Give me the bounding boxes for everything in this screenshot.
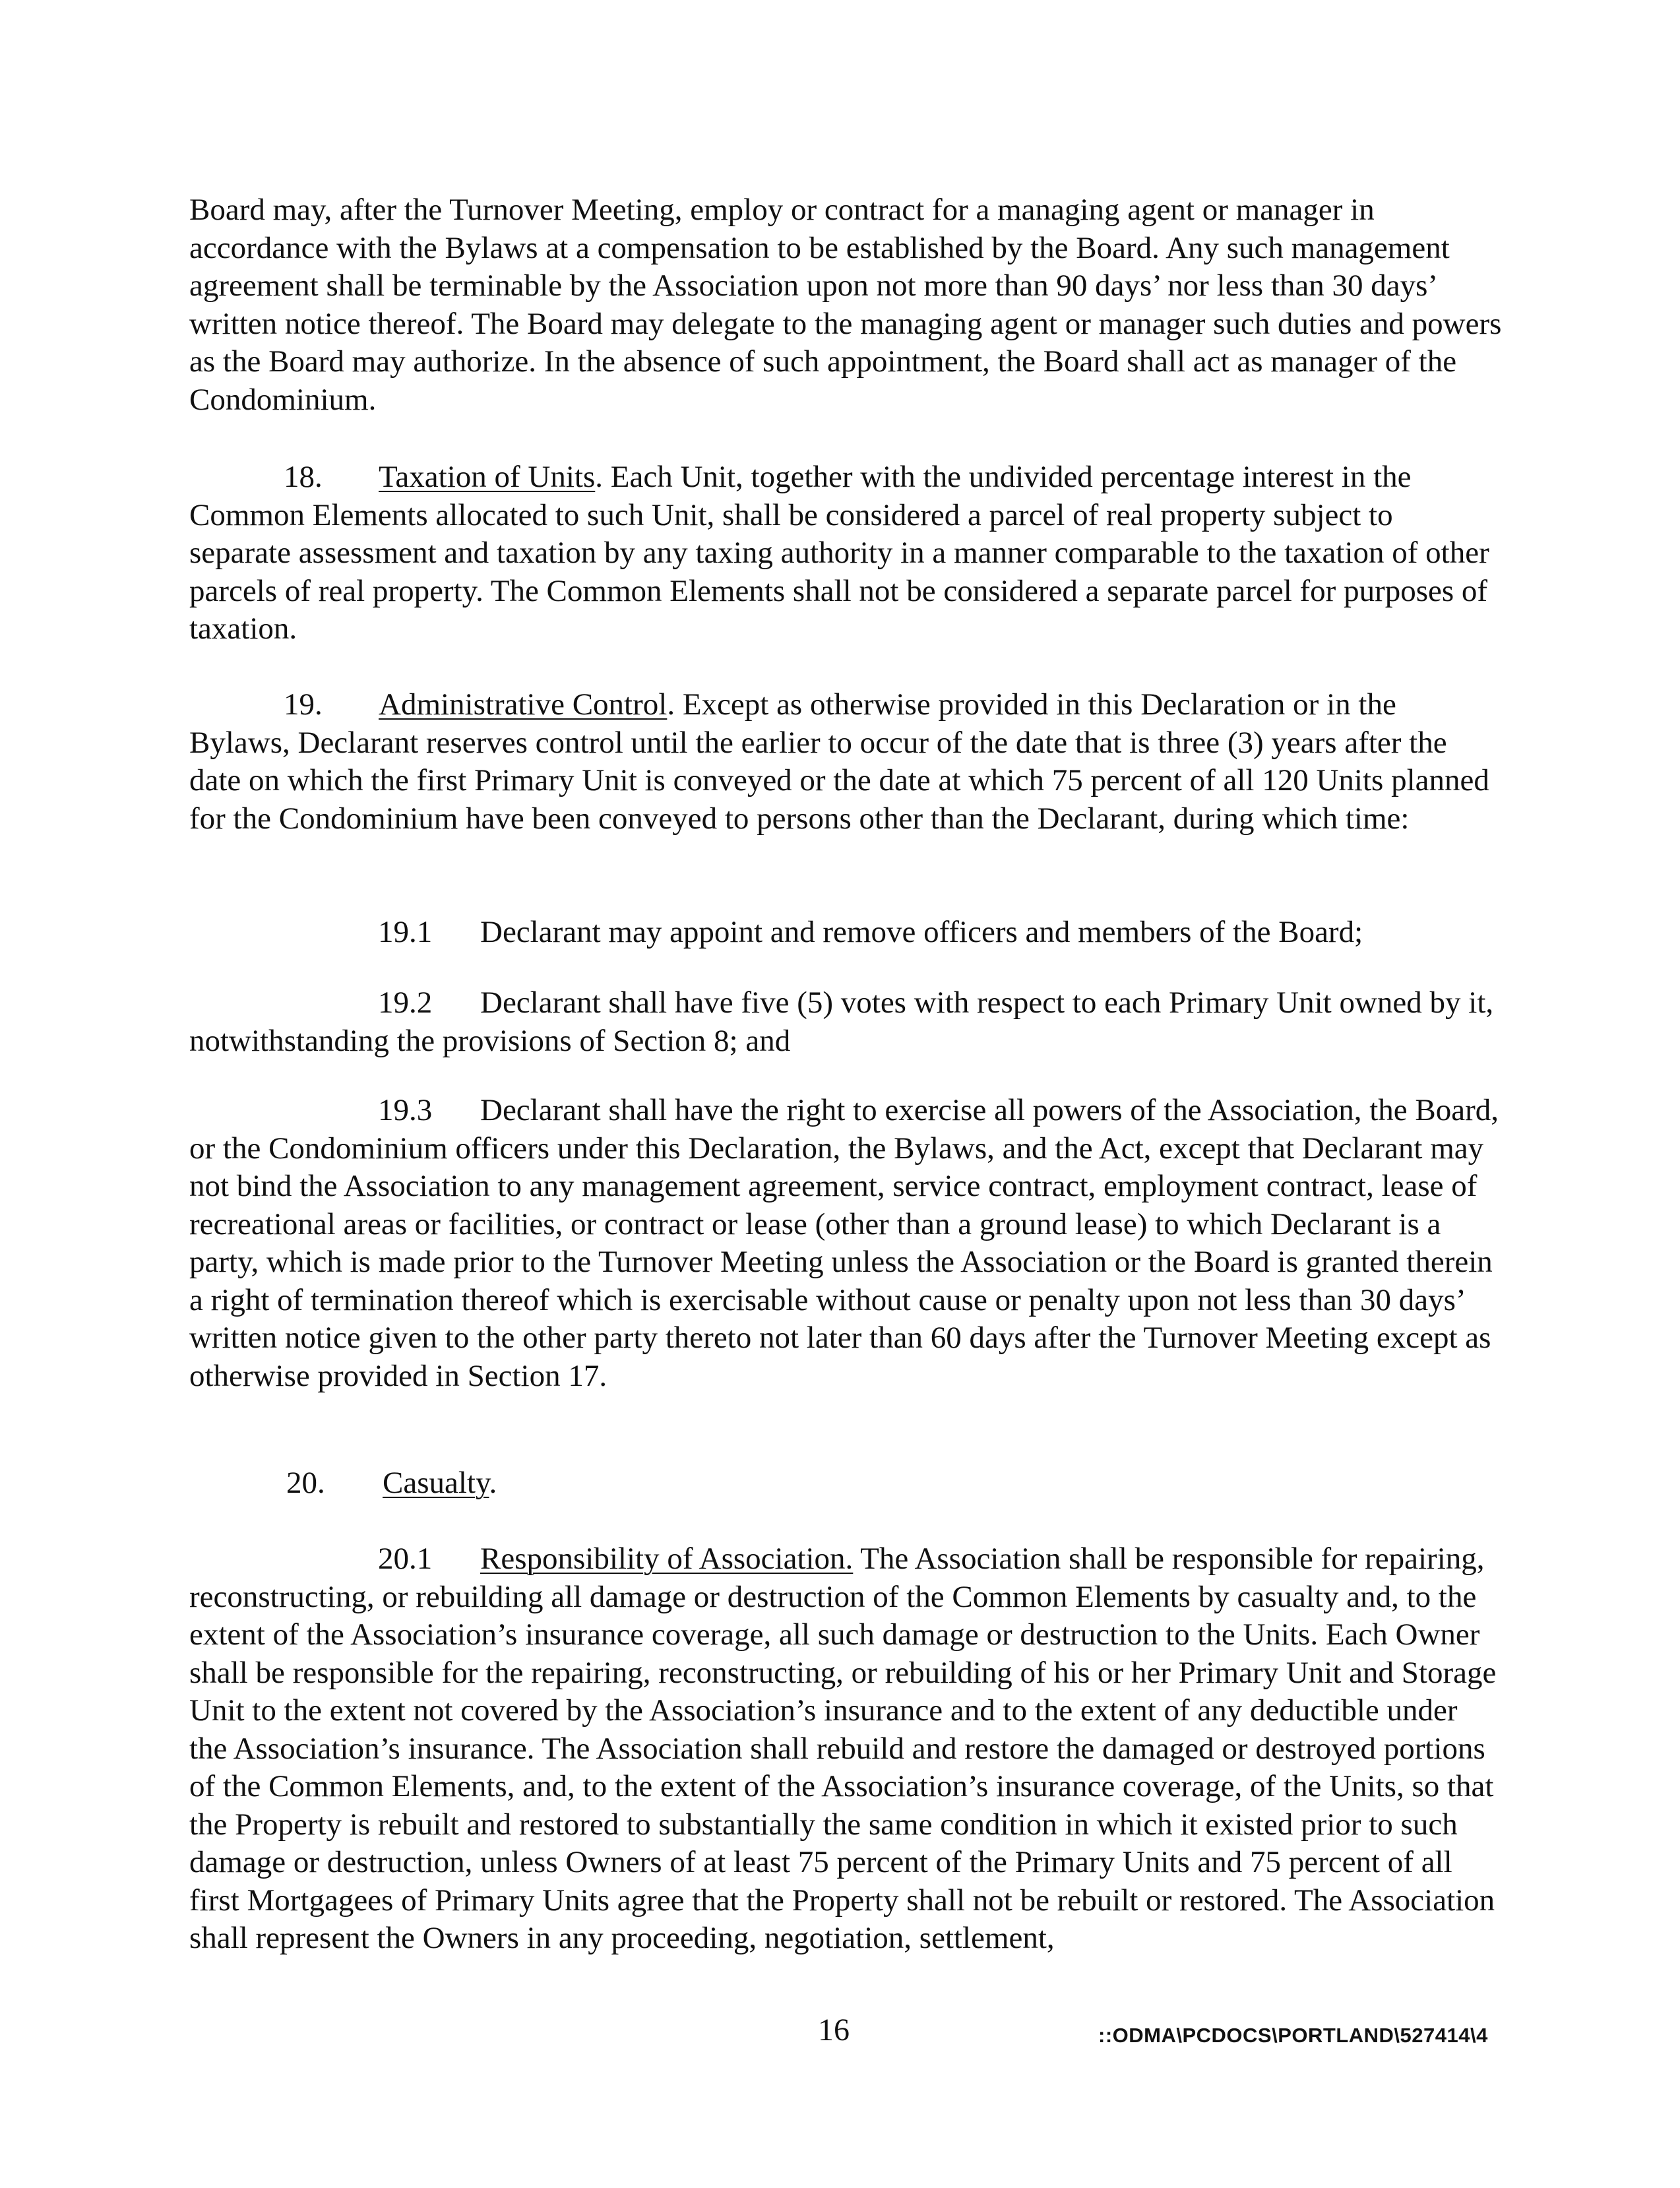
section-20-heading: Casualty xyxy=(383,1466,489,1500)
section-19-3 xyxy=(189,1092,1502,1395)
section-20-number: 20. xyxy=(286,1466,325,1500)
section-19 xyxy=(189,686,1502,838)
paragraph-intro xyxy=(189,191,1502,419)
section-19-1-number: 19.1 xyxy=(378,915,433,949)
section-20-1 xyxy=(189,1540,1502,1958)
section-20 xyxy=(189,1464,1502,1503)
section-19-1-body: Declarant may appoint and remove officers and members of the Board; xyxy=(480,915,1363,949)
section-19-number: 19. xyxy=(284,687,323,722)
page-number: 16 xyxy=(818,2013,850,2047)
section-19-2-number: 19.2 xyxy=(378,985,433,1020)
paragraph-intro-text: Board may, after the Turnover Meeting, employ or contract for a managing agent or manager in accordance with the Bylaws at a compensation to be established by the Board. Any such management agreement shall be terminable by the Association upon not more than 90 days’ nor less than 30 days’ written notice thereof. The Board may delegate to the managing agent or manager such duties and powers as the Board may authorize. In the absence of such appointment, the Board shall act as manager of the Condominium. xyxy=(189,193,1502,417)
section-19-3-number: 19.3 xyxy=(378,1093,433,1127)
section-19-1 xyxy=(189,914,1502,952)
section-20-tail: . xyxy=(489,1466,497,1500)
section-18-body: . Each Unit, together with the undivided percentage interest in the Common Elements allocated to such Unit, shall be considered a parcel of real property subject to separate assessment and taxation by any taxing authority in a manner comparable to the taxation of other parcels of real property. The Common Elements shall not be considered a separate parcel for purposes of taxation. xyxy=(189,460,1489,646)
section-18 xyxy=(189,458,1502,648)
section-20-1-body: The Association shall be responsible for repairing, reconstructing, or rebuilding all damage or destruction of the Common Elements by casualty and, to the extent of the Association’s insurance coverage, all such damage or destruction to the Units. Each Owner shall be responsible for the repairing, reconstructing, or rebuilding of his or her Primary Unit and Storage Unit to the extent not covered by the Association’s insurance and to the extent of any deductible under the Association’s insurance. The Association shall rebuild and restore the damaged or destroyed portions of the Common Elements, and, to the extent of the Association’s insurance coverage, of the Units, so that the Property is rebuilt and restored to substantially the same condition in which it existed prior to such damage or destruction, unless Owners of at least 75 percent of the Primary Units and 75 percent of all first Mortgagees of Primary Units agree that the Property shall not be rebuilt or restored. The Association shall represent the Owners in any proceeding, negotiation, settlement, xyxy=(189,1542,1497,1955)
section-20-1-heading: Responsibility of Association. xyxy=(480,1542,854,1576)
section-19-heading: Administrative Control xyxy=(379,687,668,722)
document-path: ::ODMA\PCDOCS\PORTLAND\527414\4 xyxy=(1098,2024,1488,2047)
section-19-2-body: Declarant shall have five (5) votes with respect to each Primary Unit owned by it, notwithstanding the provisions of Section 8; and xyxy=(189,985,1494,1058)
section-18-number: 18. xyxy=(284,460,323,494)
section-20-1-number: 20.1 xyxy=(378,1542,433,1576)
section-19-3-body: Declarant shall have the right to exercise all powers of the Association, the Board, or the Condominium officers under this Declaration, the Bylaws, and the Act, except that Declarant may not bind the Association to any management agreement, service contract, employment contract, lease of recreational areas or facilities, or contract or lease (other than a ground lease) to which Declarant is a party, which is made prior to the Turnover Meeting unless the Association or the Board is granted therein a right of termination thereof which is exercisable without cause or penalty upon not less than 30 days’ written notice given to the other party thereto not later than 60 days after the Turnover Meeting except as otherwise provided in Section 17. xyxy=(189,1093,1499,1393)
section-19-body: . Except as otherwise provided in this Declaration or in the Bylaws, Declarant reserves control until the earlier to occur of the date that is three (3) years after the date on which the first Primary Unit is conveyed or the date at which 75 percent of all 120 Units planned for the Condominium have been conveyed to persons other than the Declarant, during which time: xyxy=(189,687,1489,836)
section-18-heading: Taxation of Units xyxy=(379,460,596,494)
section-19-2 xyxy=(189,984,1502,1060)
